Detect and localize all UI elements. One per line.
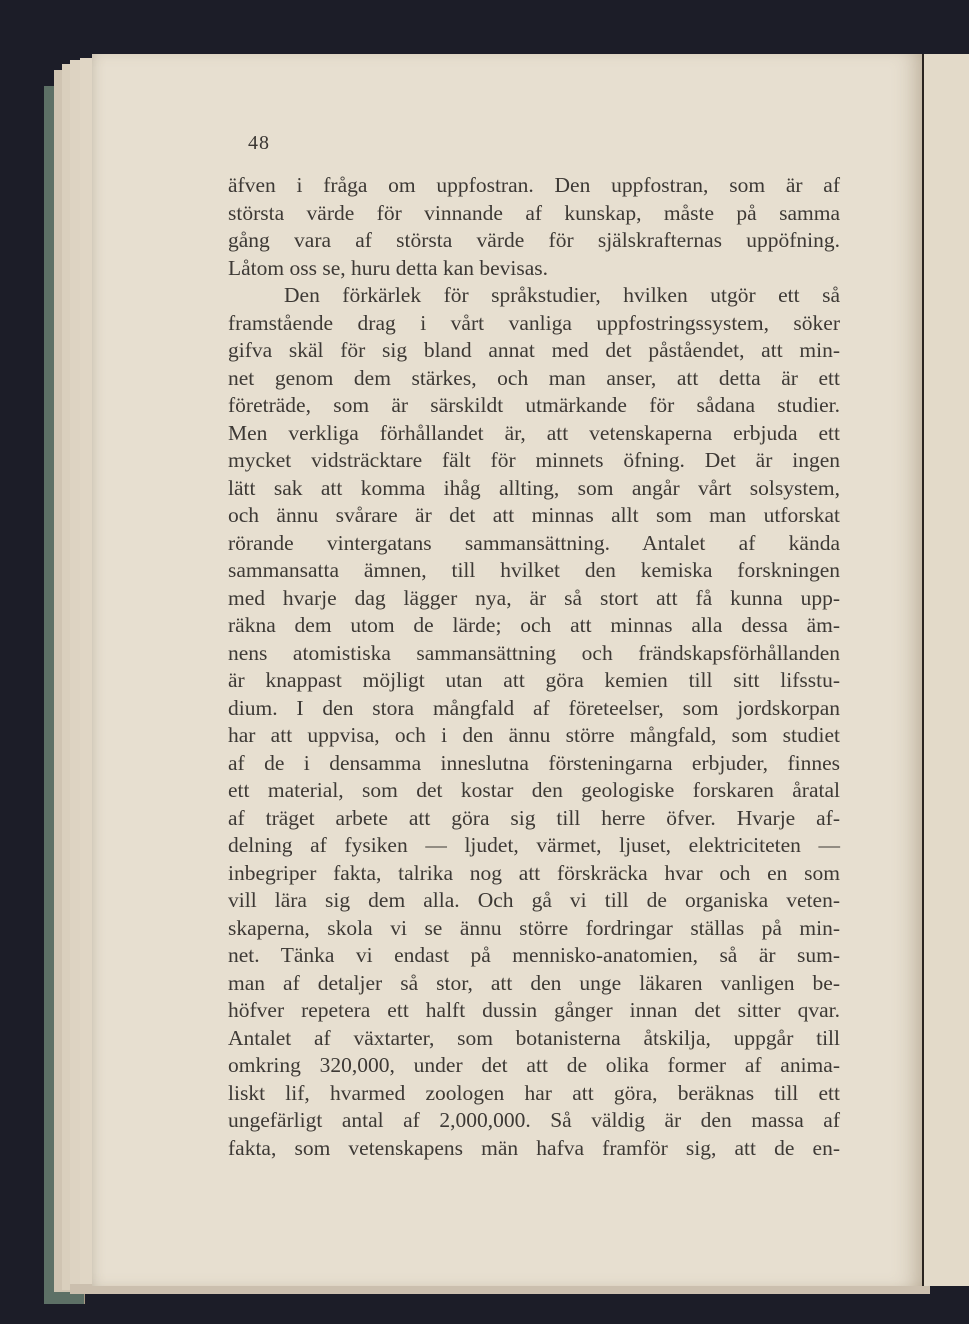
- text-line: äfven i fråga om uppfostran. Den uppfostran, som är af: [228, 173, 840, 197]
- text-line: net genom dem stärkes, och man anser, att detta är ett: [228, 365, 840, 390]
- text-line: skaperna, skola vi se ännu större fordringar ställas på min-: [228, 915, 840, 940]
- text-line: gång vara af största värde för själskrafternas uppöfning.: [228, 228, 840, 252]
- text-line: ett material, som det kostar den geologiske forskaren åratal: [228, 778, 840, 802]
- body-text: [228, 172, 840, 1162]
- text-line: har att uppvisa, och i den ännu större mångfald, som studiet: [228, 723, 840, 747]
- text-line: gifva skäl för sig bland annat med det påståendet, att min-: [228, 338, 840, 362]
- text-line: lätt sak att komma ihåg allting, som angår vårt solsystem,: [228, 475, 840, 500]
- text-line: Men verkliga förhållandet är, att vetenskaperna erbjuda ett: [228, 420, 840, 445]
- text-line: största värde för vinnande af kunskap, måste på samma: [228, 200, 840, 225]
- text-line: ungefärligt antal af 2,000,000. Så väldig är den massa af: [228, 1108, 840, 1132]
- text-line: vill lära sig dem alla. Och gå vi till de organiska veten-: [228, 888, 840, 912]
- text-line: sammansatta ämnen, till hvilket den kemiska forskningen: [228, 558, 840, 582]
- text-line: net. Tänka vi endast på mennisko-anatomien, så är sum-: [228, 943, 840, 967]
- text-line: Antalet af växtarter, som botanisterna åtskilja, uppgår till: [228, 1025, 840, 1050]
- text-line: och ännu svårare är det att minnas allt som man utforskat: [228, 503, 840, 527]
- text-line: fakta, som vetenskapens män hafva framför sig, att de en-: [228, 1135, 840, 1160]
- text-line: rörande vintergatans sammansättning. Antalet af kända: [228, 530, 840, 555]
- text-line: framstående drag i vårt vanliga uppfostringssystem, söker: [228, 310, 840, 335]
- text-line: liskt lif, hvarmed zoologen har att göra, beräknas till ett: [228, 1080, 840, 1105]
- text-line: af träget arbete att göra sig till herre öfver. Hvarje af-: [228, 805, 840, 830]
- text-line: med hvarje dag lägger nya, är så stort att få kunna upp-: [228, 585, 840, 610]
- text-line: Låtom oss se, huru detta kan bevisas.: [228, 255, 549, 280]
- text-line: nens atomistiska sammansättning och frändskapsförhållanden: [228, 640, 840, 665]
- facing-page-edge: [922, 54, 969, 1286]
- text-line: företräde, som är särskildt utmärkande för sådana studier.: [228, 393, 840, 417]
- text-line: höfver repetera ett halft dussin gånger innan det sitter qvar.: [228, 998, 840, 1022]
- text-line: delning af fysiken — ljudet, värmet, ljuset, elektriciteten —: [228, 833, 840, 857]
- page-number: 48: [248, 132, 270, 154]
- text-line: Den förkärlek för språkstudier, hvilken utgör ett så: [284, 283, 840, 307]
- text-line: omkring 320,000, under det att de olika former af anima-: [228, 1053, 840, 1077]
- text-line: dium. I den stora mångfald af företeelser, som jordskorpan: [228, 695, 840, 720]
- text-line: mycket vidsträcktare fält för minnets öfning. Det är ingen: [228, 448, 840, 472]
- text-line: man af detaljer så stor, att den unge läkaren vanligen be-: [228, 970, 840, 995]
- text-line: räkna dem utom de lärde; och att minnas alla dessa äm-: [228, 613, 840, 637]
- text-line: inbegriper fakta, talrika nog att förskräcka hvar och en som: [228, 860, 840, 885]
- text-line: är knappast möjligt utan att göra kemien till sitt lifsstu-: [228, 668, 840, 692]
- text-line: af de i densamma inneslutna försteningarna erbjuder, finnes: [228, 750, 840, 775]
